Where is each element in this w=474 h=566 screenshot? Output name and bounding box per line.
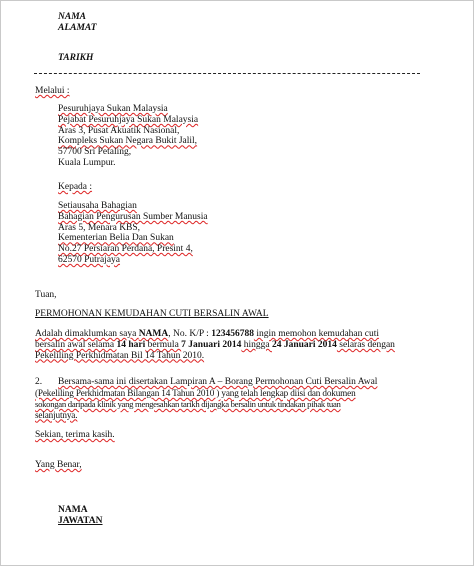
sender-address: ALAMAT <box>58 23 97 33</box>
paragraph-2-cont <box>35 388 430 420</box>
separator-line <box>34 73 420 74</box>
paragraph-1-line: Pekeliling Perkhidmatan Bil 14 Tahun 2010. <box>35 350 205 361</box>
address-line: Setiausaha Bahagian <box>58 201 137 211</box>
paragraph-2 <box>58 377 430 388</box>
melalui-address <box>58 104 198 169</box>
letter-date: TARIKH <box>58 53 94 63</box>
address-line: 62570 Putrajaya <box>58 254 121 265</box>
paragraph-2-line: selanjutnya. <box>35 409 78 420</box>
closing-text: Sekian, terima kasih. <box>35 430 115 440</box>
subject-line: PERMOHONAN KEMUDAHAN CUTI BERSALIN AWAL <box>35 309 269 319</box>
paragraph-2-number: 2. <box>35 377 43 387</box>
address-line: Kompleks Sukan Negara Bukit Jalil, <box>58 136 198 147</box>
address-line: Bahagian Pengurusan Sumber Manusia <box>58 211 208 222</box>
paragraph-1-line: bersalin awal selama 14 hari bermula 7 Januari 2014 hingga 24 Januari 2014 selaras dengan <box>35 339 395 350</box>
sender-name: NAMA <box>58 12 86 22</box>
address-line: Pejabat Pesuruhjaya Sukan Malaysia <box>58 114 199 125</box>
address-line: Aras 3, Pusat Akuatik Nasional, <box>58 125 180 136</box>
address-line: Kuala Lumpur. <box>58 157 116 168</box>
paragraph-2-line: (Pekeliling Perkhidmatan Bilangan 14 Tahun 2010 ) yang telah lengkap diisi dan dokumen <box>35 388 356 398</box>
paragraph-2-line: Bersama-sama ini disertakan Lampiran A – Borang Permohonan Cuti Bersalin Awal <box>58 377 378 387</box>
kepada-address <box>58 201 208 266</box>
salutation: Tuan, <box>35 290 57 300</box>
signature-position: JAWATAN <box>58 516 103 526</box>
address-line: Aras 5, Menara KBS, <box>58 222 141 233</box>
address-line: Kementerian Belia Dan Sukan <box>58 233 174 244</box>
yang-benar: Yang Benar, <box>35 460 82 470</box>
kepada-label: Kepada : <box>58 182 93 192</box>
address-line: No.27 Persiaran Perdana, Presint 4, <box>58 244 193 255</box>
paragraph-1 <box>35 329 430 361</box>
address-line: Pesuruhjaya Sukan Malaysia <box>58 104 168 114</box>
paragraph-2-line: sokongan daripada klinik yang mengesahkan tarikh dijangka bersalin untuk tindakan pihak tuan <box>35 398 341 409</box>
signature-name: NAMA <box>58 505 88 515</box>
paragraph-1-line: Adalah dimaklumkan saya NAMA, No. K/P : 123456788 ingin memohon kemudahan cuti <box>35 329 379 339</box>
address-line: 57700 Sri Petaling, <box>58 147 132 158</box>
melalui-label: Melalui : <box>35 86 70 96</box>
